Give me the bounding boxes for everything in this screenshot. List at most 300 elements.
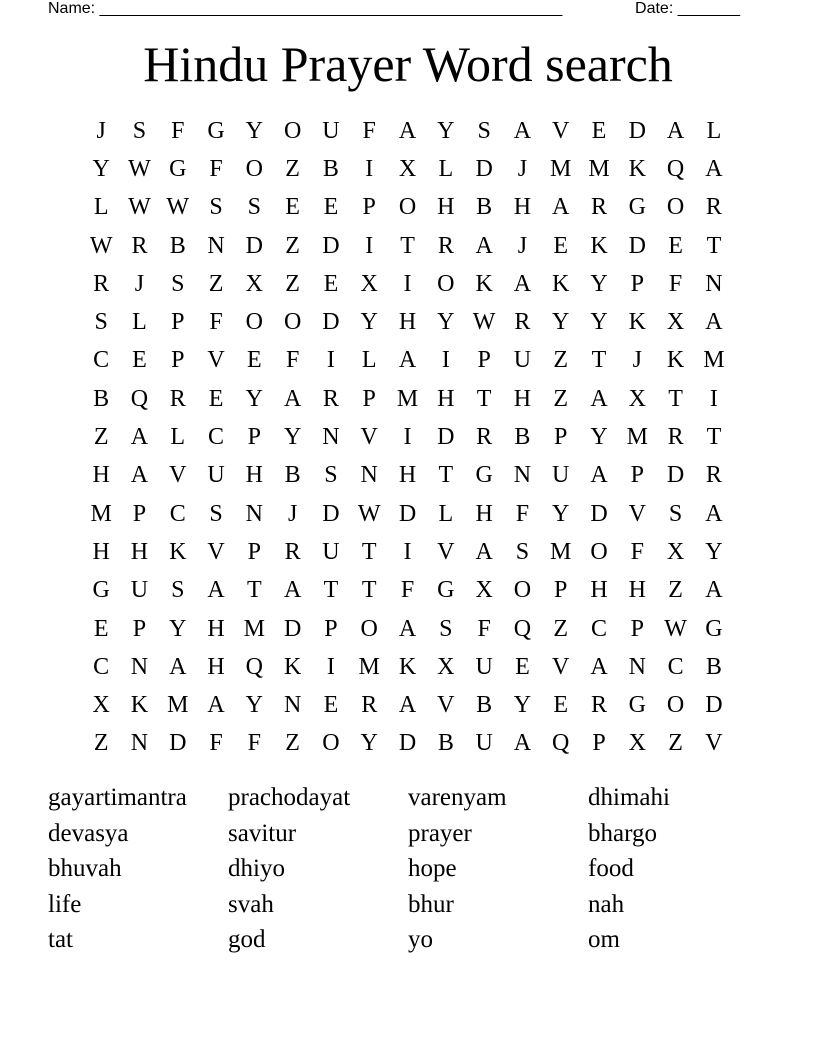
grid-cell[interactable]: P	[247, 424, 262, 451]
grid-cell[interactable]: E	[93, 615, 109, 642]
grid-cell[interactable]: B	[169, 232, 186, 259]
grid-cell[interactable]: K	[590, 232, 608, 259]
grid-cell[interactable]: H	[207, 653, 225, 680]
grid-cell[interactable]: W	[472, 309, 496, 336]
grid-cell[interactable]: O	[666, 692, 685, 719]
grid-cell[interactable]: L	[93, 194, 109, 221]
grid-cell[interactable]: C	[93, 653, 110, 680]
grid-cell[interactable]: I	[365, 232, 374, 259]
grid-cell[interactable]: A	[705, 309, 723, 336]
grid-cell[interactable]: D	[245, 232, 263, 259]
grid-cell[interactable]: C	[169, 500, 186, 527]
grid-cell[interactable]: A	[130, 462, 149, 489]
grid-cell[interactable]: M	[358, 653, 380, 680]
grid-cell[interactable]: O	[360, 615, 378, 642]
grid-cell[interactable]: G	[207, 117, 225, 144]
grid-cell[interactable]: X	[666, 538, 685, 565]
grid-cell[interactable]: K	[130, 692, 149, 719]
grid-cell[interactable]: P	[362, 385, 376, 412]
grid-cell[interactable]: M	[703, 347, 725, 374]
grid-cell[interactable]: A	[207, 577, 225, 604]
grid-cell[interactable]: K	[398, 653, 417, 680]
grid-cell[interactable]: S	[171, 577, 185, 604]
grid-cell[interactable]: S	[515, 538, 530, 565]
grid-cell[interactable]: Y	[590, 309, 608, 336]
grid-cell[interactable]: D	[437, 424, 455, 451]
grid-cell[interactable]: Y	[590, 270, 608, 297]
grid-cell[interactable]: S	[132, 117, 147, 144]
grid-cell[interactable]: D	[475, 155, 493, 182]
grid-cell[interactable]: P	[247, 538, 262, 565]
grid-cell[interactable]: C	[667, 653, 684, 680]
grid-cell[interactable]: E	[668, 232, 683, 259]
grid-cell[interactable]: C	[93, 347, 110, 374]
grid-cell[interactable]: L	[438, 155, 454, 182]
grid-cell[interactable]: X	[475, 577, 493, 604]
grid-cell[interactable]: T	[400, 232, 415, 259]
grid-cell[interactable]: Y	[360, 309, 378, 336]
grid-cell[interactable]: A	[513, 730, 532, 757]
grid-cell[interactable]: H	[398, 462, 417, 489]
grid-cell[interactable]: A	[207, 692, 225, 719]
grid-cell[interactable]: B	[437, 730, 454, 757]
grid-cell[interactable]: F	[515, 500, 530, 527]
grid-cell[interactable]: E	[323, 692, 339, 719]
grid-cell[interactable]: R	[437, 232, 454, 259]
grid-cell[interactable]: A	[398, 347, 417, 374]
grid-cell[interactable]: H	[92, 462, 110, 489]
word-list-item: nah	[588, 890, 625, 918]
grid-cell[interactable]: G	[628, 194, 646, 221]
grid-cell[interactable]: A	[283, 385, 302, 412]
grid-cell[interactable]: E	[285, 194, 300, 221]
grid-cell[interactable]: W	[166, 194, 190, 221]
grid-cell[interactable]: N	[245, 500, 263, 527]
grid-cell[interactable]: M	[550, 538, 572, 565]
grid-cell[interactable]: H	[207, 615, 225, 642]
word-list-item: bhargo	[588, 819, 657, 847]
word-list-item: god	[228, 926, 266, 953]
grid-cell[interactable]: I	[403, 270, 412, 297]
grid-cell[interactable]: H	[475, 500, 493, 527]
date-field-label[interactable]: Date: _______	[635, 0, 740, 17]
grid-cell[interactable]: V	[705, 730, 723, 757]
grid-cell[interactable]: N	[513, 462, 532, 489]
grid-cell[interactable]: F	[209, 730, 223, 757]
grid-cell[interactable]: F	[630, 538, 644, 565]
grid-cell[interactable]: P	[171, 309, 185, 336]
grid-cell[interactable]: U	[322, 538, 340, 565]
grid-cell[interactable]: K	[169, 538, 187, 565]
grid-cell[interactable]: A	[130, 424, 149, 451]
grid-cell[interactable]: G	[475, 462, 493, 489]
grid-cell[interactable]: T	[361, 538, 377, 565]
grid-cell[interactable]: H	[590, 577, 608, 604]
grid-cell[interactable]: T	[323, 577, 339, 604]
grid-cell[interactable]: P	[554, 424, 568, 451]
grid-cell[interactable]: C	[591, 615, 608, 642]
word-list-item: svah	[228, 890, 274, 918]
grid-cell[interactable]: P	[362, 194, 376, 221]
grid-cell[interactable]: T	[361, 577, 377, 604]
grid-cell[interactable]: S	[477, 117, 491, 144]
grid-cell[interactable]: H	[245, 462, 263, 489]
grid-cell[interactable]: J	[96, 117, 106, 144]
grid-cell[interactable]: A	[398, 117, 417, 144]
grid-cell[interactable]: Z	[285, 155, 300, 182]
grid-cell[interactable]: I	[403, 424, 412, 451]
grid-cell[interactable]: R	[591, 692, 608, 719]
word-list-item: hope	[408, 855, 457, 882]
grid-cell[interactable]: L	[361, 347, 377, 374]
grid-cell[interactable]: K	[283, 653, 302, 680]
grid-cell[interactable]: E	[208, 385, 224, 412]
grid-cell[interactable]: F	[362, 117, 376, 144]
grid-cell[interactable]: B	[93, 385, 110, 412]
grid-cell[interactable]: B	[514, 424, 531, 451]
grid-cell[interactable]: B	[322, 155, 339, 182]
grid-cell[interactable]: Y	[705, 538, 723, 565]
grid-cell[interactable]: D	[322, 232, 340, 259]
grid-cell[interactable]: A	[705, 500, 723, 527]
grid-cell[interactable]: Y	[552, 500, 570, 527]
grid-cell[interactable]: K	[475, 270, 493, 297]
grid-cell[interactable]: H	[628, 577, 646, 604]
grid-cell[interactable]: Z	[553, 385, 569, 412]
grid-cell[interactable]: Q	[552, 730, 570, 757]
grid-cell[interactable]: M	[396, 385, 419, 412]
grid-cell[interactable]: I	[326, 653, 335, 680]
grid-cell[interactable]: Y	[360, 730, 378, 757]
grid-cell[interactable]: U	[475, 653, 493, 680]
grid-cell[interactable]: R	[361, 692, 378, 719]
grid-cell[interactable]: E	[515, 653, 530, 680]
grid-cell[interactable]: T	[438, 462, 454, 489]
word-list	[48, 780, 768, 958]
grid-cell[interactable]: G	[169, 155, 187, 182]
grid-cell[interactable]: R	[284, 538, 301, 565]
grid-cell[interactable]: A	[590, 385, 608, 412]
grid-cell[interactable]: F	[668, 270, 683, 297]
grid-cell[interactable]: T	[706, 424, 722, 451]
grid-cell[interactable]: Z	[553, 347, 569, 374]
grid-cell[interactable]: E	[247, 347, 262, 374]
grid-cell[interactable]: P	[630, 270, 644, 297]
grid-cell[interactable]: F	[400, 577, 415, 604]
grid-cell[interactable]: P	[592, 730, 606, 757]
grid-cell[interactable]: W	[128, 155, 151, 182]
grid-cell[interactable]: E	[591, 117, 607, 144]
grid-cell[interactable]: X	[398, 155, 417, 182]
grid-cell[interactable]: D	[322, 500, 340, 527]
grid-cell[interactable]: P	[132, 500, 147, 527]
grid-cell[interactable]: Z	[553, 615, 569, 642]
grid-cell[interactable]: N	[130, 730, 149, 757]
grid-cell[interactable]: A	[513, 270, 532, 297]
grid-cell[interactable]: A	[705, 155, 723, 182]
grid-cell[interactable]: Y	[437, 309, 455, 336]
grid-cell[interactable]: A	[398, 692, 417, 719]
grid-cell[interactable]: R	[322, 385, 339, 412]
grid-cell[interactable]: M	[550, 155, 572, 182]
grid-cell[interactable]: V	[552, 117, 570, 144]
grid-cell[interactable]: Z	[285, 270, 300, 297]
grid-cell[interactable]: O	[513, 577, 532, 604]
grid-cell[interactable]: D	[628, 117, 646, 144]
grid-cell[interactable]: I	[365, 155, 374, 182]
grid-cell[interactable]: I	[709, 385, 718, 412]
grid-cell[interactable]: Z	[93, 424, 109, 451]
grid-cell[interactable]: N	[322, 424, 340, 451]
grid-cell[interactable]: U	[207, 462, 225, 489]
page-title: Hindu Prayer Word search	[143, 36, 673, 92]
grid-cell[interactable]: R	[169, 385, 186, 412]
grid-cell[interactable]: M	[167, 692, 189, 719]
grid-cell[interactable]: Y	[283, 424, 302, 451]
grid-cell[interactable]: O	[283, 309, 302, 336]
grid-cell[interactable]: W	[664, 615, 687, 642]
grid-cell[interactable]: I	[441, 347, 450, 374]
grid-cell[interactable]: V	[437, 538, 455, 565]
grid-cell[interactable]: T	[247, 577, 262, 604]
grid-cell[interactable]: D	[398, 730, 417, 757]
grid-cell[interactable]: A	[283, 577, 302, 604]
grid-cell[interactable]: S	[247, 194, 262, 221]
grid-cell[interactable]: I	[326, 347, 335, 374]
grid-cell[interactable]: D	[322, 309, 340, 336]
word-list-item: tat	[48, 926, 73, 953]
grid-cell[interactable]: Z	[668, 577, 683, 604]
grid-cell[interactable]: F	[477, 615, 491, 642]
name-field-label[interactable]: Name: ____________________________________________________	[48, 0, 563, 17]
grid-cell[interactable]: O	[590, 538, 608, 565]
grid-cell[interactable]: P	[630, 615, 644, 642]
grid-cell[interactable]: E	[553, 232, 569, 259]
grid-cell[interactable]: B	[705, 653, 722, 680]
grid-cell[interactable]: H	[437, 194, 455, 221]
grid-cell[interactable]: S	[209, 194, 223, 221]
grid-cell[interactable]: X	[92, 692, 110, 719]
grid-cell[interactable]: M	[90, 500, 112, 527]
grid-cell[interactable]: W	[128, 194, 151, 221]
grid-cell[interactable]: A	[552, 194, 570, 221]
grid-cell[interactable]: O	[283, 117, 302, 144]
grid-cell[interactable]: Z	[285, 232, 300, 259]
grid-cell[interactable]: I	[403, 538, 412, 565]
grid-cell[interactable]: L	[132, 309, 147, 336]
grid-cell[interactable]: B	[284, 462, 301, 489]
grid-cell[interactable]: T	[476, 385, 492, 412]
grid-cell[interactable]: Y	[245, 692, 263, 719]
grid-cell[interactable]: J	[287, 500, 298, 527]
grid-cell[interactable]: E	[553, 692, 569, 719]
grid-cell[interactable]: R	[514, 309, 531, 336]
grid-cell[interactable]: L	[706, 117, 722, 144]
grid-cell[interactable]: X	[628, 385, 646, 412]
grid-cell[interactable]: V	[169, 462, 187, 489]
grid-cell[interactable]: B	[476, 194, 493, 221]
grid-cell[interactable]: U	[513, 347, 532, 374]
grid-cell[interactable]: S	[668, 500, 683, 527]
grid-cell[interactable]: T	[668, 385, 683, 412]
grid-cell[interactable]: L	[438, 500, 454, 527]
grid-cell[interactable]: N	[130, 653, 149, 680]
grid-cell[interactable]: Z	[285, 730, 300, 757]
grid-cell[interactable]: N	[628, 653, 646, 680]
grid-cell[interactable]: G	[92, 577, 110, 604]
grid-cell[interactable]: D	[283, 615, 302, 642]
grid-cell[interactable]: Q	[666, 155, 685, 182]
grid-cell[interactable]: P	[554, 577, 568, 604]
grid-cell[interactable]: D	[590, 500, 608, 527]
grid-cell[interactable]: A	[398, 615, 417, 642]
grid-cell[interactable]: G	[628, 692, 646, 719]
grid-cell[interactable]: A	[169, 653, 187, 680]
grid-cell[interactable]: H	[130, 538, 149, 565]
grid-cell[interactable]: J	[517, 155, 528, 182]
grid-cell[interactable]: R	[476, 424, 493, 451]
grid-cell[interactable]: V	[552, 653, 570, 680]
grid-cell[interactable]: L	[170, 424, 186, 451]
grid-cell[interactable]: Q	[245, 653, 263, 680]
grid-cell[interactable]: H	[92, 538, 110, 565]
grid-cell[interactable]: P	[132, 615, 147, 642]
grid-cell[interactable]: H	[513, 194, 532, 221]
grid-cell[interactable]: S	[171, 270, 185, 297]
grid-cell[interactable]: M	[588, 155, 610, 182]
grid-cell[interactable]: X	[360, 270, 378, 297]
grid-cell[interactable]: W	[89, 232, 113, 259]
grid-cell[interactable]: U	[552, 462, 570, 489]
grid-cell[interactable]: F	[209, 155, 223, 182]
grid-cell[interactable]: V	[207, 538, 225, 565]
grid-cell[interactable]: R	[93, 270, 110, 297]
grid-cell[interactable]: F	[209, 309, 223, 336]
grid-cell[interactable]: U	[475, 730, 493, 757]
grid-cell[interactable]: K	[552, 270, 570, 297]
grid-cell[interactable]: P	[477, 347, 491, 374]
grid-cell[interactable]: U	[130, 577, 149, 604]
grid-cell[interactable]: A	[590, 653, 608, 680]
grid-cell[interactable]: Y	[552, 309, 570, 336]
grid-cell[interactable]: O	[322, 730, 340, 757]
grid-cell[interactable]: S	[209, 500, 223, 527]
grid-cell[interactable]: E	[323, 270, 339, 297]
grid-cell[interactable]: J	[134, 270, 145, 297]
grid-cell[interactable]: S	[439, 615, 453, 642]
word-list-item: bhuvah	[48, 855, 122, 882]
grid-cell[interactable]: H	[398, 309, 417, 336]
grid-cell[interactable]: N	[705, 270, 723, 297]
grid-cell[interactable]: Z	[93, 730, 109, 757]
grid-cell[interactable]: Y	[513, 692, 532, 719]
grid-cell[interactable]: P	[171, 347, 185, 374]
grid-cell[interactable]: K	[628, 155, 646, 182]
grid-cell[interactable]: P	[630, 462, 644, 489]
grid-cell[interactable]: O	[437, 270, 455, 297]
grid-cell[interactable]: F	[285, 347, 300, 374]
grid-cell[interactable]: S	[94, 309, 108, 336]
grid-cell[interactable]: Y	[245, 385, 263, 412]
grid-cell[interactable]: B	[476, 692, 493, 719]
grid-cell[interactable]: N	[360, 462, 378, 489]
grid-cell[interactable]: A	[666, 117, 685, 144]
grid-cell[interactable]: O	[245, 309, 263, 336]
grid-cell[interactable]: E	[323, 194, 339, 221]
grid-cell[interactable]: P	[324, 615, 338, 642]
grid-cell[interactable]: N	[283, 692, 302, 719]
grid-cell[interactable]: O	[245, 155, 263, 182]
grid-cell[interactable]: A	[475, 232, 493, 259]
grid-cell[interactable]: A	[705, 577, 723, 604]
grid-cell[interactable]: Y	[245, 117, 263, 144]
grid-cell[interactable]: Y	[92, 155, 110, 182]
grid-cell[interactable]: Q	[130, 385, 149, 412]
grid-cell[interactable]: F	[247, 730, 262, 757]
grid-cell[interactable]: N	[207, 232, 225, 259]
grid-cell[interactable]: D	[666, 462, 685, 489]
grid-cell[interactable]: X	[245, 270, 263, 297]
grid-cell[interactable]: V	[437, 692, 455, 719]
grid-cell[interactable]: E	[132, 347, 147, 374]
grid-cell[interactable]: J	[632, 347, 642, 374]
grid-cell[interactable]: X	[666, 309, 685, 336]
grid-cell[interactable]: R	[591, 194, 608, 221]
grid-cell[interactable]: Z	[668, 730, 683, 757]
grid-cell[interactable]: V	[207, 347, 225, 374]
grid-cell[interactable]: X	[437, 653, 455, 680]
grid-cell[interactable]: A	[590, 462, 608, 489]
grid-cell[interactable]: H	[437, 385, 455, 412]
grid-cell[interactable]: H	[513, 385, 532, 412]
grid-cell[interactable]: V	[628, 500, 646, 527]
grid-cell[interactable]: D	[705, 692, 723, 719]
grid-cell[interactable]: R	[667, 424, 684, 451]
grid-cell[interactable]: M	[626, 424, 648, 451]
grid-cell[interactable]: U	[322, 117, 340, 144]
grid-cell[interactable]: Q	[513, 615, 532, 642]
grid-cell[interactable]: R	[705, 194, 722, 221]
grid-cell[interactable]: D	[398, 500, 417, 527]
grid-cell[interactable]: R	[131, 232, 148, 259]
grid-cell[interactable]: R	[705, 462, 722, 489]
grid-cell[interactable]: Y	[437, 117, 455, 144]
grid-cell[interactable]: C	[208, 424, 225, 451]
grid-cell[interactable]: T	[591, 347, 607, 374]
grid-cell[interactable]: O	[666, 194, 685, 221]
grid-cell[interactable]: M	[243, 615, 265, 642]
grid-cell[interactable]: Z	[208, 270, 224, 297]
grid-cell[interactable]: S	[324, 462, 338, 489]
grid-cell[interactable]: A	[475, 538, 493, 565]
grid-cell[interactable]: K	[628, 309, 646, 336]
grid-cell[interactable]: F	[171, 117, 185, 144]
grid-cell[interactable]: V	[360, 424, 378, 451]
grid-cell[interactable]: X	[628, 730, 646, 757]
grid-cell[interactable]: D	[169, 730, 187, 757]
grid-cell[interactable]: J	[517, 232, 528, 259]
grid-cell[interactable]: G	[705, 615, 723, 642]
grid-cell[interactable]: A	[513, 117, 532, 144]
grid-cell[interactable]: T	[706, 232, 722, 259]
grid-cell[interactable]: Y	[169, 615, 187, 642]
grid-cell[interactable]: Y	[590, 424, 608, 451]
grid-cell[interactable]: W	[357, 500, 381, 527]
grid-cell[interactable]: K	[666, 347, 685, 374]
grid-cell[interactable]: G	[437, 577, 455, 604]
grid-cell[interactable]: O	[398, 194, 417, 221]
grid-cell[interactable]: D	[628, 232, 646, 259]
